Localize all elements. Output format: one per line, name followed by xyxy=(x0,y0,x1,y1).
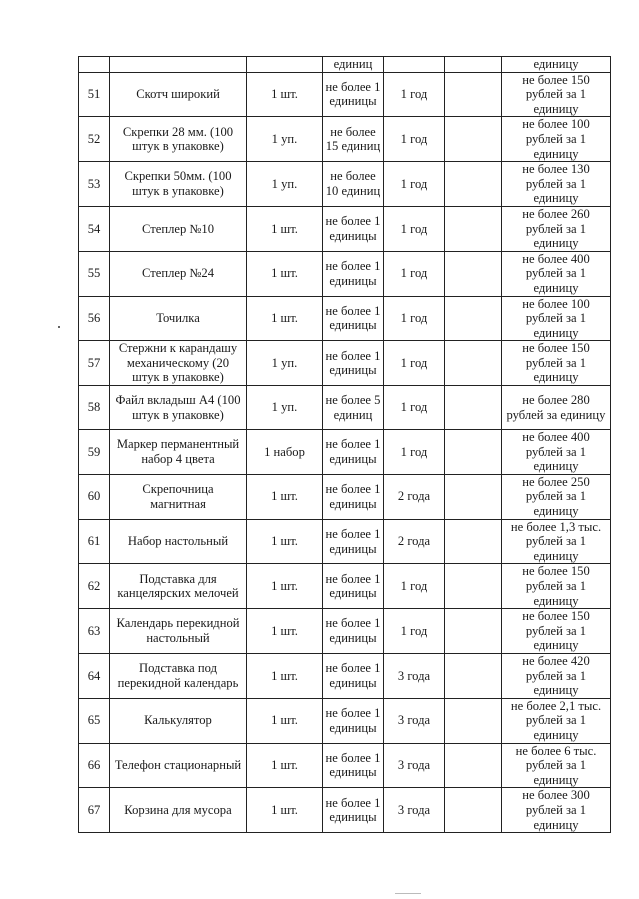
table-row xyxy=(79,474,611,519)
cell-extra xyxy=(445,296,502,341)
cell-qty-limit: не более 1 единицы xyxy=(323,653,384,698)
table-row xyxy=(79,698,611,743)
cell-qty-limit: не более 1 единицы xyxy=(323,474,384,519)
cell-qty-limit: не более 1 единицы xyxy=(323,564,384,609)
cell-name: Скрепочница магнитная xyxy=(110,474,247,519)
cell-price-limit: не более 130 рублей за 1 единицу xyxy=(502,162,611,207)
cell-name: Скрепки 50мм. (100 штук в упаковке) xyxy=(110,162,247,207)
cell-num: 56 xyxy=(79,296,110,341)
table-row xyxy=(79,519,611,564)
cell-unit: 1 уп. xyxy=(247,162,323,207)
cell-unit: 1 уп. xyxy=(247,341,323,386)
cell-num: 62 xyxy=(79,564,110,609)
cell-term: 3 года xyxy=(384,698,445,743)
table-row xyxy=(79,251,611,296)
cell-price-limit: не более 250 рублей за 1 единицу xyxy=(502,474,611,519)
cell-extra xyxy=(445,474,502,519)
cell-extra xyxy=(445,72,502,117)
cell-price-limit: не более 150 рублей за 1 единицу xyxy=(502,72,611,117)
cell-qty-limit: единиц xyxy=(323,57,384,73)
table-row xyxy=(79,117,611,162)
cell-term: 1 год xyxy=(384,117,445,162)
cell-name xyxy=(110,57,247,73)
cell-unit: 1 шт. xyxy=(247,653,323,698)
cell-price-limit: не более 100 рублей за 1 единицу xyxy=(502,296,611,341)
cell-unit: 1 шт. xyxy=(247,519,323,564)
cell-unit: 1 шт. xyxy=(247,296,323,341)
cell-unit: 1 шт. xyxy=(247,698,323,743)
cell-extra xyxy=(445,519,502,564)
cell-unit: 1 набор xyxy=(247,430,323,475)
table-row xyxy=(79,72,611,117)
cell-name: Корзина для мусора xyxy=(110,788,247,833)
cell-term: 3 года xyxy=(384,743,445,788)
table-row xyxy=(79,206,611,251)
cell-price-limit: не более 150 рублей за 1 единицу xyxy=(502,564,611,609)
cell-name: Степлер №10 xyxy=(110,206,247,251)
cell-term: 1 год xyxy=(384,430,445,475)
cell-price-limit: не более 150 рублей за 1 единицу xyxy=(502,341,611,386)
cell-price-limit: не более 300 рублей за 1 единицу xyxy=(502,788,611,833)
cell-term: 1 год xyxy=(384,564,445,609)
cell-name: Степлер №24 xyxy=(110,251,247,296)
cell-name: Точилка xyxy=(110,296,247,341)
cell-extra xyxy=(445,206,502,251)
cell-name: Скотч широкий xyxy=(110,72,247,117)
cell-term: 1 год xyxy=(384,72,445,117)
cell-extra xyxy=(445,251,502,296)
cell-term: 3 года xyxy=(384,653,445,698)
cell-unit xyxy=(247,57,323,73)
cell-term: 1 год xyxy=(384,609,445,654)
cell-extra xyxy=(445,788,502,833)
cell-num: 65 xyxy=(79,698,110,743)
cell-name: Подставка для канцелярских мелочей xyxy=(110,564,247,609)
cell-qty-limit: не более 10 единиц xyxy=(323,162,384,207)
table-row xyxy=(79,296,611,341)
cell-name: Подставка под перекидной календарь xyxy=(110,653,247,698)
cell-price-limit: не более 260 рублей за 1 единицу xyxy=(502,206,611,251)
cell-name: Калькулятор xyxy=(110,698,247,743)
cell-term: 3 года xyxy=(384,788,445,833)
table-row xyxy=(79,564,611,609)
cell-extra xyxy=(445,117,502,162)
cell-unit: 1 шт. xyxy=(247,564,323,609)
cell-unit: 1 шт. xyxy=(247,743,323,788)
table-row xyxy=(79,609,611,654)
cell-extra xyxy=(445,743,502,788)
continued-row xyxy=(79,57,611,73)
cell-term: 1 год xyxy=(384,386,445,430)
cell-qty-limit: не более 1 единицы xyxy=(323,296,384,341)
cell-unit: 1 шт. xyxy=(247,788,323,833)
cell-num: 60 xyxy=(79,474,110,519)
cell-qty-limit: не более 1 единицы xyxy=(323,519,384,564)
cell-name: Календарь перекидной настольный xyxy=(110,609,247,654)
table-row xyxy=(79,788,611,833)
table-body xyxy=(79,57,611,833)
cell-qty-limit: не более 1 единицы xyxy=(323,341,384,386)
cell-unit: 1 шт. xyxy=(247,206,323,251)
cell-price-limit: не более 280 рублей за единицу xyxy=(502,386,611,430)
table-row xyxy=(79,386,611,430)
cell-extra xyxy=(445,162,502,207)
cell-num: 67 xyxy=(79,788,110,833)
cell-qty-limit: не более 1 единицы xyxy=(323,72,384,117)
cell-name: Маркер перманентный набор 4 цвета xyxy=(110,430,247,475)
cell-extra xyxy=(445,57,502,73)
cell-extra xyxy=(445,609,502,654)
supplies-norms-table xyxy=(78,56,611,833)
cell-num: 52 xyxy=(79,117,110,162)
cell-term: 2 года xyxy=(384,519,445,564)
cell-extra xyxy=(445,341,502,386)
cell-num: 63 xyxy=(79,609,110,654)
cell-qty-limit: не более 1 единицы xyxy=(323,743,384,788)
table-row xyxy=(79,653,611,698)
cell-qty-limit: не более 1 единицы xyxy=(323,251,384,296)
cell-extra xyxy=(445,653,502,698)
cell-num: 64 xyxy=(79,653,110,698)
cell-qty-limit: не более 1 единицы xyxy=(323,788,384,833)
cell-term: 1 год xyxy=(384,341,445,386)
cell-price-limit: не более 420 рублей за 1 единицу xyxy=(502,653,611,698)
cell-num: 55 xyxy=(79,251,110,296)
cell-extra xyxy=(445,430,502,475)
cell-extra xyxy=(445,386,502,430)
cell-name: Скрепки 28 мм. (100 штук в упаковке) xyxy=(110,117,247,162)
cell-unit: 1 шт. xyxy=(247,251,323,296)
cell-qty-limit: не более 1 единицы xyxy=(323,206,384,251)
cell-num xyxy=(79,57,110,73)
cell-price-limit: не более 1,3 тыс. рублей за 1 единицу xyxy=(502,519,611,564)
cell-num: 61 xyxy=(79,519,110,564)
cell-term: 1 год xyxy=(384,296,445,341)
cell-extra xyxy=(445,564,502,609)
cell-num: 66 xyxy=(79,743,110,788)
cell-qty-limit: не более 1 единицы xyxy=(323,609,384,654)
cell-name: Файл вкладыш А4 (100 штук в упаковке) xyxy=(110,386,247,430)
cell-qty-limit: не более 15 единиц xyxy=(323,117,384,162)
cell-num: 57 xyxy=(79,341,110,386)
table-row xyxy=(79,430,611,475)
cell-term: 1 год xyxy=(384,162,445,207)
table-row xyxy=(79,743,611,788)
cell-name: Набор настольный xyxy=(110,519,247,564)
cell-qty-limit: не более 1 единицы xyxy=(323,698,384,743)
cell-unit: 1 уп. xyxy=(247,117,323,162)
scan-artifact-line xyxy=(395,893,421,894)
cell-unit: 1 шт. xyxy=(247,609,323,654)
cell-price-limit: не более 2,1 тыс. рублей за 1 единицу xyxy=(502,698,611,743)
cell-unit: 1 шт. xyxy=(247,474,323,519)
cell-num: 54 xyxy=(79,206,110,251)
cell-unit: 1 шт. xyxy=(247,72,323,117)
table-row xyxy=(79,162,611,207)
cell-price-limit: не более 100 рублей за 1 единицу xyxy=(502,117,611,162)
cell-num: 53 xyxy=(79,162,110,207)
stray-dot-mark xyxy=(58,326,60,328)
cell-price-limit: не более 400 рублей за 1 единицу xyxy=(502,430,611,475)
cell-extra xyxy=(445,698,502,743)
cell-term: 1 год xyxy=(384,251,445,296)
cell-num: 51 xyxy=(79,72,110,117)
cell-price-limit: единицу xyxy=(502,57,611,73)
cell-term: 1 год xyxy=(384,206,445,251)
cell-term xyxy=(384,57,445,73)
cell-name: Телефон стационарный xyxy=(110,743,247,788)
cell-name: Стержни к карандашу механическому (20 штук в упаковке) xyxy=(110,341,247,386)
cell-unit: 1 уп. xyxy=(247,386,323,430)
cell-num: 58 xyxy=(79,386,110,430)
cell-term: 2 года xyxy=(384,474,445,519)
cell-price-limit: не более 400 рублей за 1 единицу xyxy=(502,251,611,296)
cell-qty-limit: не более 5 единиц xyxy=(323,386,384,430)
cell-price-limit: не более 150 рублей за 1 единицу xyxy=(502,609,611,654)
cell-price-limit: не более 6 тыс. рублей за 1 единицу xyxy=(502,743,611,788)
cell-num: 59 xyxy=(79,430,110,475)
cell-qty-limit: не более 1 единицы xyxy=(323,430,384,475)
table-row xyxy=(79,341,611,386)
